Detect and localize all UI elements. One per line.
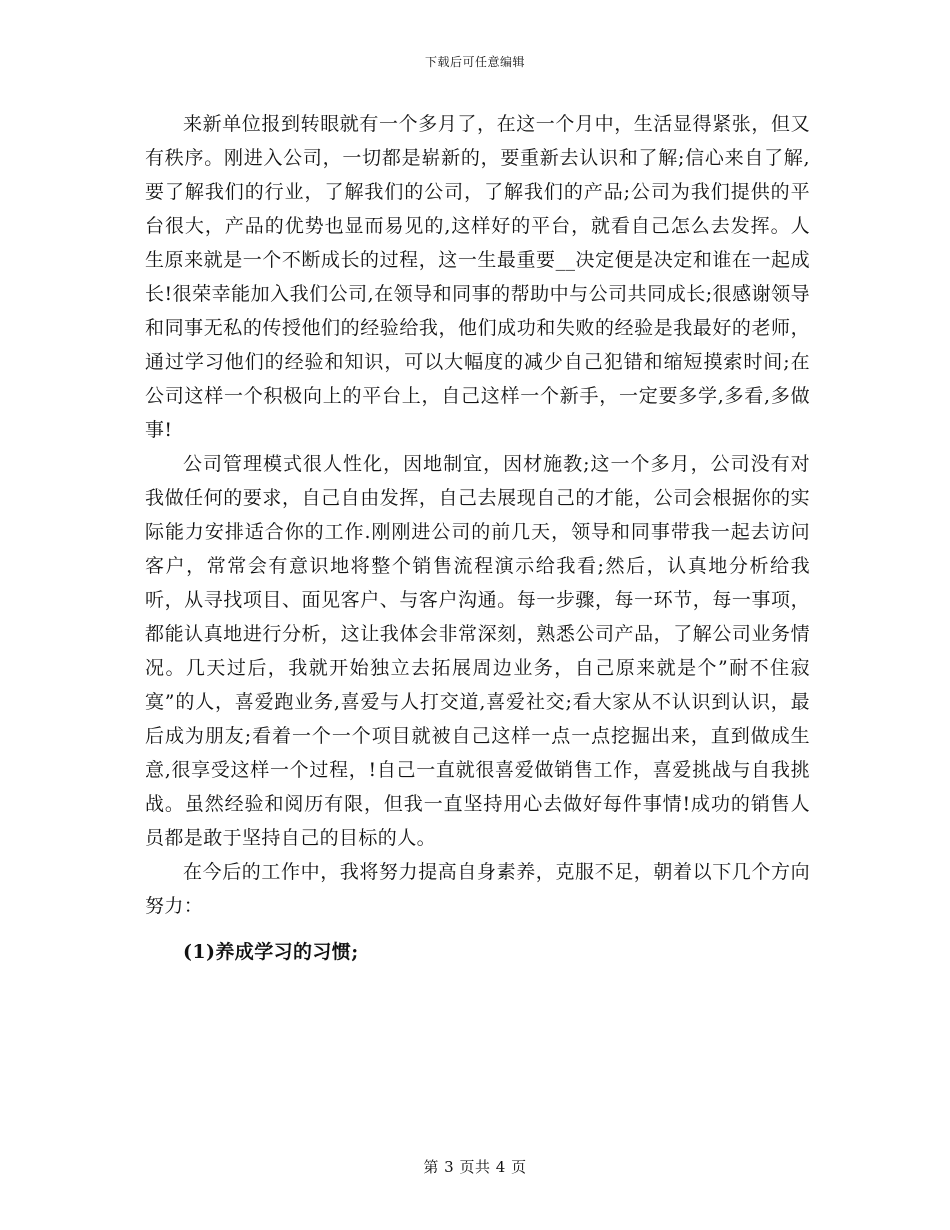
- paragraph-2: 公司管理模式很人性化，因地制宜，因材施教;这一个多月，公司没有对我做任何的要求，自己自由发挥，自己去展现自己的才能，公司会根据你的实际能力安排适合你的工作.刚刚进公司的前几天，领导和同事带我一起去访问客户，常常会有意识地将整个销售流程演示给我看;然后，认真地分析给我听，从寻找项目、面见客户、与客户沟通。每一步骤，每一环节，每一事项，都能认真地进行分析，这让我体会非常深刻，熟悉公司产品，了解公司业务情况。几天过后，我就开始独立去拓展周边业务，自己原来就是个”耐不住寂寞”的人，喜爱跑业务,喜爱与人打交道,喜爱社交;看大家从不认识到认识，最后成为朋友;看着一个一个项目就被自己这样一点一点挖掘出来，直到做成生意,很享受这样一个过程，!自己一直就很喜爱做销售工作，喜爱挑战与自我挑战。虽然经验和阅历有限，但我一直坚持用心去做好每件事情!成功的销售人员都是敢于坚持自己的目标的人。: [145, 453, 810, 849]
- paragraph-1: 来新单位报到转眼就有一个多月了，在这一个月中，生活显得紧张，但又有秩序。刚进入公司，一切都是崭新的，要重新去认识和了解;信心来自了解,要了解我们的行业，了解我们的公司，了解我们的产品;公司为我们提供的平台很大，产品的优势也显而易见的,这样好的平台，就看自己怎么去发挥。人生原来就是一个不断成长的过程，这一生最重要__决定便是决定和谁在一起成长!很荣幸能加入我们公司,在领导和同事的帮助中与公司共同成长;很感谢领导和同事无私的传授他们的经验给我，他们成功和失败的经验是我最好的老师，通过学习他们的经验和知识，可以大幅度的减少自己犯错和缩短摸索时间;在公司这样一个积极向上的平台上，自己这样一个新手，一定要多学,多看,多做事!: [145, 113, 810, 441]
- page-footer: 第 3 页共 4 页: [423, 1158, 527, 1176]
- document-body: [145, 107, 810, 969]
- page-header: 下载后可任意编辑: [424, 55, 525, 69]
- paragraph-3: 在今后的工作中，我将努力提高自身素养，克服不足，朝着以下几个方向努力：: [145, 861, 810, 917]
- section-heading: (1)养成学习的习惯;: [183, 941, 359, 963]
